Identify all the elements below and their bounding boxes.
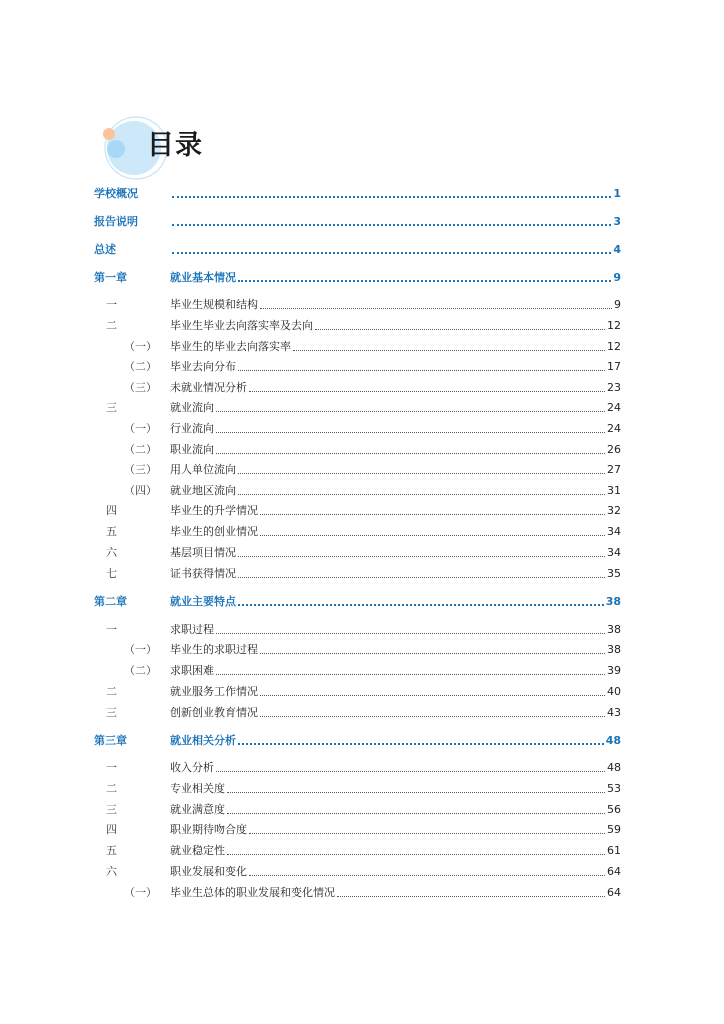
toc-leader-dots xyxy=(315,318,605,334)
toc-entry-number: 第二章 xyxy=(94,595,127,608)
toc-entry-page-number: 31 xyxy=(607,484,621,497)
toc-entry[interactable] xyxy=(0,462,724,478)
toc-entry-number: 三 xyxy=(106,706,117,719)
toc-entry-page-number: 34 xyxy=(607,525,621,538)
toc-leader-dots xyxy=(172,242,611,258)
toc-entry-title: 用人单位流向 xyxy=(170,463,236,476)
toc-entry-page-number: 61 xyxy=(607,844,621,857)
toc-leader-dots xyxy=(216,760,605,776)
toc-entry-page-number: 38 xyxy=(607,623,621,636)
toc-entry-number: 学校概况 xyxy=(94,187,138,200)
toc-leader-dots xyxy=(227,802,605,818)
toc-entry-title: 毕业生的创业情况 xyxy=(170,525,258,538)
toc-entry[interactable] xyxy=(0,214,724,230)
toc-entry-number: （一） xyxy=(124,422,157,435)
toc-entry[interactable] xyxy=(0,359,724,375)
toc-entry[interactable] xyxy=(0,380,724,396)
toc-entry-page-number: 38 xyxy=(607,643,621,656)
toc-entry[interactable] xyxy=(0,400,724,416)
toc-entry-page-number: 12 xyxy=(607,340,621,353)
toc-leader-dots xyxy=(260,684,605,700)
toc-entry-page-number: 40 xyxy=(607,685,621,698)
toc-entry-title: 就业满意度 xyxy=(170,803,225,816)
toc-entry-number: 六 xyxy=(106,865,117,878)
toc-entry-page-number: 23 xyxy=(607,381,621,394)
toc-entry[interactable] xyxy=(0,864,724,880)
toc-entry-number: 二 xyxy=(106,685,117,698)
toc-leader-dots xyxy=(260,297,612,313)
toc-entry-title: 求职困难 xyxy=(170,664,214,677)
toc-entry-title: 求职过程 xyxy=(170,623,214,636)
toc-entry-title: 职业期待吻合度 xyxy=(170,823,247,836)
toc-leader-dots xyxy=(216,663,605,679)
toc-entry-page-number: 64 xyxy=(607,886,621,899)
toc-entry-page-number: 48 xyxy=(605,734,621,747)
toc-entry-title: 毕业生的升学情况 xyxy=(170,504,258,517)
toc-entry-title: 行业流向 xyxy=(170,422,214,435)
toc-entry[interactable] xyxy=(0,663,724,679)
toc-entry-page-number: 17 xyxy=(607,360,621,373)
toc-entry[interactable] xyxy=(0,622,724,638)
toc-entry[interactable] xyxy=(0,822,724,838)
toc-entry[interactable] xyxy=(0,684,724,700)
toc-entry-title: 毕业生规模和结构 xyxy=(170,298,258,311)
toc-entry-page-number: 32 xyxy=(607,504,621,517)
toc-entry[interactable] xyxy=(0,545,724,561)
toc-entry-number: （二） xyxy=(124,443,157,456)
toc-entry-number: 四 xyxy=(106,504,117,517)
toc-leader-dots xyxy=(260,705,605,721)
toc-entry-page-number: 9 xyxy=(614,298,621,311)
toc-entry-title: 毕业生总体的职业发展和变化情况 xyxy=(170,886,335,899)
toc-leader-dots xyxy=(227,781,605,797)
toc-leader-dots xyxy=(337,885,605,901)
toc-entry-title: 职业流向 xyxy=(170,443,214,456)
toc-leader-dots xyxy=(249,822,605,838)
toc-entry-number: 三 xyxy=(106,803,117,816)
toc-entry-page-number: 56 xyxy=(607,803,621,816)
toc-leader-dots xyxy=(293,339,605,355)
toc-leader-dots xyxy=(238,359,605,375)
toc-leader-dots xyxy=(260,642,605,658)
toc-entry-number: 五 xyxy=(106,525,117,538)
toc-entry[interactable] xyxy=(0,885,724,901)
toc-entry-number: 总述 xyxy=(94,243,116,256)
toc-entry-number: 二 xyxy=(106,319,117,332)
toc-leader-dots xyxy=(238,566,605,582)
toc-entry-title: 职业发展和变化 xyxy=(170,865,247,878)
toc-entry-title: 毕业生毕业去向落实率及去向 xyxy=(170,319,313,332)
toc-entry-page-number: 39 xyxy=(607,664,621,677)
toc-entry-number: 五 xyxy=(106,844,117,857)
toc-entry-page-number: 3 xyxy=(613,215,621,228)
toc-leader-dots xyxy=(216,421,605,437)
toc-entry-title: 毕业生的求职过程 xyxy=(170,643,258,656)
toc-entry-number: 第一章 xyxy=(94,271,127,284)
toc-entry-title: 就业服务工作情况 xyxy=(170,685,258,698)
toc-leader-dots xyxy=(238,462,605,478)
toc-entry[interactable] xyxy=(0,186,724,202)
toc-entry-title: 就业流向 xyxy=(170,401,214,414)
toc-leader-dots xyxy=(172,214,611,230)
toc-entry[interactable] xyxy=(0,524,724,540)
toc-leader-dots xyxy=(238,270,611,286)
toc-leader-dots xyxy=(238,483,605,499)
toc-leader-dots xyxy=(249,864,605,880)
toc-entry-number: （二） xyxy=(124,360,157,373)
toc-entry-title: 就业相关分析 xyxy=(170,734,236,747)
toc-leader-dots xyxy=(172,186,611,202)
toc-entry[interactable] xyxy=(0,705,724,721)
toc-entry-title: 毕业生的毕业去向落实率 xyxy=(170,340,291,353)
toc-entry[interactable] xyxy=(0,297,724,313)
toc-entry-title: 毕业去向分布 xyxy=(170,360,236,373)
toc-entry-number: 三 xyxy=(106,401,117,414)
toc-entry-number: （三） xyxy=(124,381,157,394)
toc-entry-number: 报告说明 xyxy=(94,215,138,228)
toc-entry[interactable] xyxy=(0,442,724,458)
toc-entry-title: 就业基本情况 xyxy=(170,271,236,284)
toc-entry-number: 一 xyxy=(106,623,117,636)
toc-entry-page-number: 9 xyxy=(613,271,621,284)
toc-entry-page-number: 4 xyxy=(613,243,621,256)
toc-leader-dots xyxy=(238,545,605,561)
toc-entry-number: 四 xyxy=(106,823,117,836)
toc-entry-title: 就业稳定性 xyxy=(170,844,225,857)
toc-entry-number: 一 xyxy=(106,761,117,774)
toc-entry-number: 七 xyxy=(106,567,117,580)
toc-entry[interactable] xyxy=(0,483,724,499)
toc-leader-dots xyxy=(238,594,604,610)
toc-entry-page-number: 1 xyxy=(613,187,621,200)
toc-entry-page-number: 34 xyxy=(607,546,621,559)
toc-entry[interactable] xyxy=(0,843,724,859)
toc-entry[interactable] xyxy=(0,733,724,749)
toc-entry-page-number: 27 xyxy=(607,463,621,476)
toc-entry-title: 就业地区流向 xyxy=(170,484,236,497)
toc-entry-page-number: 12 xyxy=(607,319,621,332)
toc-leader-dots xyxy=(227,843,605,859)
toc-entry-page-number: 48 xyxy=(607,761,621,774)
toc-entry-page-number: 35 xyxy=(607,567,621,580)
toc-entry-page-number: 59 xyxy=(607,823,621,836)
toc-entry-number: （四） xyxy=(124,484,157,497)
toc-entry-page-number: 26 xyxy=(607,443,621,456)
toc-entry-page-number: 24 xyxy=(607,401,621,414)
toc-leader-dots xyxy=(249,380,605,396)
toc-entry[interactable] xyxy=(0,339,724,355)
toc-entry-title: 基层项目情况 xyxy=(170,546,236,559)
toc-entry-number: （一） xyxy=(124,886,157,899)
toc-entry[interactable] xyxy=(0,760,724,776)
toc-entry-title: 专业相关度 xyxy=(170,782,225,795)
toc-entry-page-number: 38 xyxy=(605,595,621,608)
toc-entry[interactable] xyxy=(0,642,724,658)
toc-entry-number: （一） xyxy=(124,340,157,353)
toc-entry-number: 第三章 xyxy=(94,734,127,747)
toc-leader-dots xyxy=(260,503,605,519)
toc-entry-page-number: 43 xyxy=(607,706,621,719)
toc-entry-number: （一） xyxy=(124,643,157,656)
toc-entry-title: 证书获得情况 xyxy=(170,567,236,580)
toc-entry-number: 二 xyxy=(106,782,117,795)
toc-entry-number: 六 xyxy=(106,546,117,559)
toc-entry[interactable] xyxy=(0,242,724,258)
toc-leader-dots xyxy=(260,524,605,540)
toc-entry-title: 未就业情况分析 xyxy=(170,381,247,394)
toc-entry[interactable] xyxy=(0,270,724,286)
toc-entry[interactable] xyxy=(0,566,724,582)
toc-entry-title: 创新创业教育情况 xyxy=(170,706,258,719)
toc-leader-dots xyxy=(216,400,605,416)
toc-entry[interactable] xyxy=(0,594,724,610)
toc-entry-number: 一 xyxy=(106,298,117,311)
toc-entry-number: （三） xyxy=(124,463,157,476)
toc-entry[interactable] xyxy=(0,802,724,818)
page-title: 目录 xyxy=(147,130,203,161)
toc-leader-dots xyxy=(216,622,605,638)
toc-entry-page-number: 53 xyxy=(607,782,621,795)
toc-entry-page-number: 64 xyxy=(607,865,621,878)
toc-entry[interactable] xyxy=(0,503,724,519)
toc-entry[interactable] xyxy=(0,318,724,334)
toc-entry-page-number: 24 xyxy=(607,422,621,435)
toc-entry-title: 就业主要特点 xyxy=(170,595,236,608)
toc-entry[interactable] xyxy=(0,781,724,797)
toc-leader-dots xyxy=(216,442,605,458)
toc-entry-number: （二） xyxy=(124,664,157,677)
toc-entry-title: 收入分析 xyxy=(170,761,214,774)
toc-entry[interactable] xyxy=(0,421,724,437)
toc-leader-dots xyxy=(238,733,604,749)
